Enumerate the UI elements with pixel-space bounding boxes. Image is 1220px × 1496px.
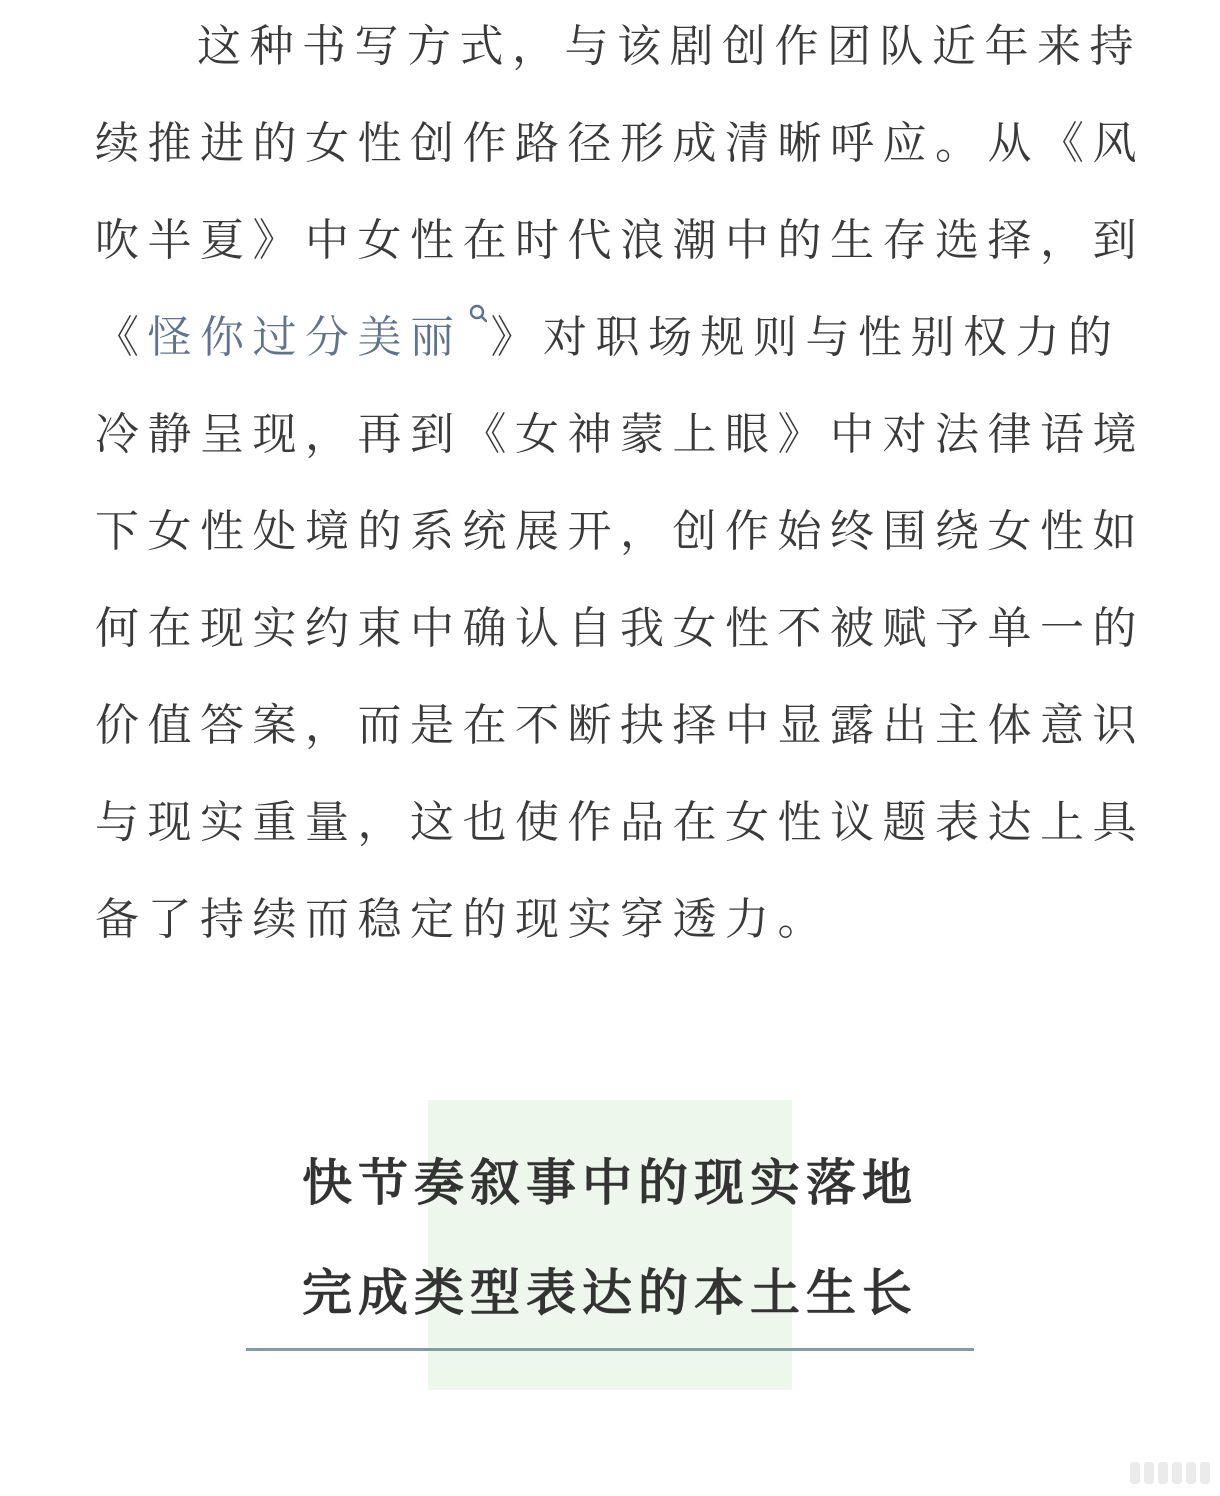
drama-title-link[interactable] <box>148 312 491 363</box>
watermark-mark <box>1186 1462 1196 1484</box>
heading-highlight-block <box>428 1100 792 1390</box>
section-heading <box>246 1100 974 1390</box>
paragraph-line-1: 这种书写方式，与该剧创作团队近年来持 <box>197 21 1142 72</box>
article-body <box>95 0 1145 968</box>
watermark-logo <box>1130 1462 1210 1484</box>
paragraph-line-9: 与现实重量，这也使作品在女性议题表达上具 <box>95 797 1145 848</box>
paragraph-line-5: 冷静呈现，再到《女神蒙上眼》中对法律语境 <box>95 409 1145 460</box>
heading-line-1: 快节奏叙事中的现实落地 <box>302 1154 918 1212</box>
watermark-mark <box>1158 1462 1168 1484</box>
watermark-mark <box>1200 1462 1210 1484</box>
paragraph-line-8: 价值答案，而是在不断抉择中显露出主体意识 <box>95 700 1145 751</box>
quote-open: 《 <box>95 312 148 363</box>
article-paragraph <box>95 0 1145 968</box>
paragraph-line-4 <box>95 289 1135 386</box>
heading-line-2: 完成类型表达的本土生长 <box>302 1264 918 1322</box>
watermark-mark <box>1144 1462 1154 1484</box>
line-4-rest: 》对职场规则与性别权力的 <box>490 312 1121 363</box>
paragraph-line-6: 下女性处境的系统展开，创作始终围绕女性如 <box>95 506 1145 557</box>
paragraph-line-10: 备了持续而稳定的现实穿透力。 <box>95 894 830 945</box>
watermark-mark <box>1130 1462 1140 1484</box>
paragraph-line-2: 续推进的女性创作路径形成清晰呼应。从《风 <box>95 118 1145 169</box>
heading-underline <box>246 1348 974 1351</box>
paragraph-line-7: 何在现实约束中确认自我女性不被赋予单一的 <box>95 603 1145 654</box>
paragraph-line-3: 吹半夏》中女性在时代浪潮中的生存选择，到 <box>95 215 1145 266</box>
drama-title-link-text: 怪你过分美丽 <box>147 312 463 363</box>
search-icon[interactable] <box>469 304 487 326</box>
watermark-mark <box>1172 1462 1182 1484</box>
